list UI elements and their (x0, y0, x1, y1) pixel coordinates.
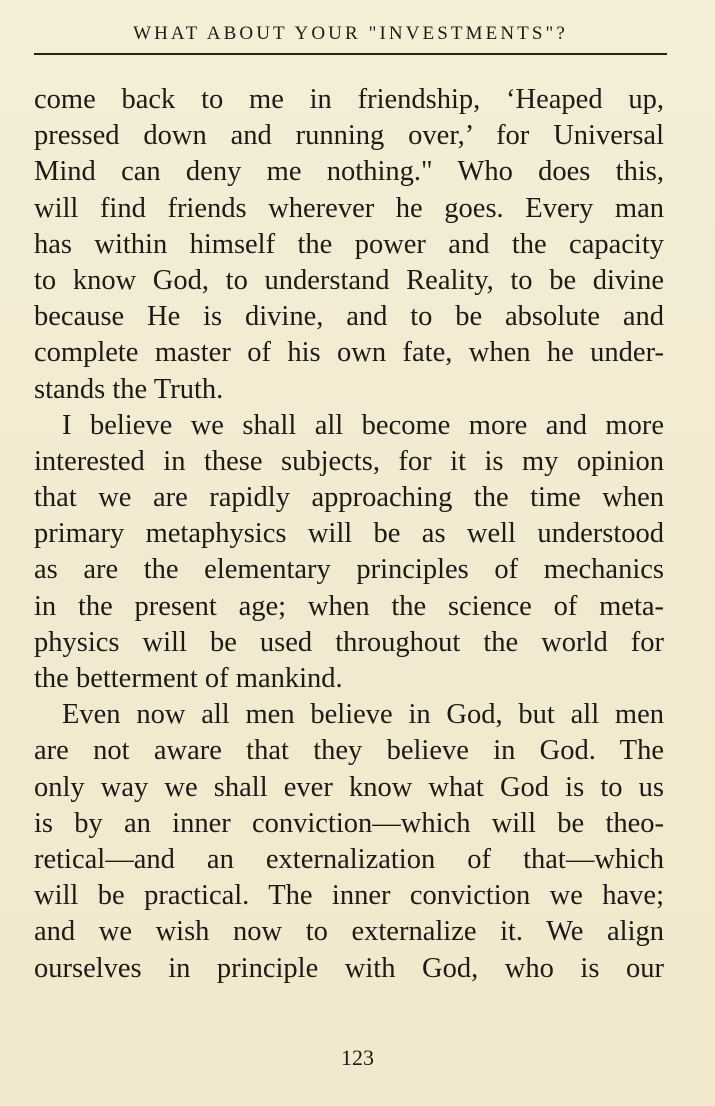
text-line: pressed down and running over,’ for Universal (34, 120, 664, 152)
header-rule (34, 53, 667, 55)
text-line: that we are rapidly approaching the time when (34, 482, 664, 514)
text-line: is by an inner conviction—which will be theo- (34, 807, 664, 839)
text-line: physics will be used throughout the world for (34, 626, 664, 658)
text-line: interested in these subjects, for it is my opinion (34, 445, 664, 477)
text-line: in the present age; when the science of meta- (34, 590, 664, 622)
paragraph-first-line: Even now all men believe in God, but all men (62, 699, 664, 731)
text-line: ourselves in principle with God, who is our (34, 952, 664, 984)
text-line: primary metaphysics will be as well understood (34, 518, 664, 550)
text-line: to know God, to understand Reality, to be divine (34, 264, 664, 296)
text-line: because He is divine, and to be absolute and (34, 301, 664, 333)
text-line: Mind can deny me nothing." Who does this, (34, 156, 664, 188)
text-line: will be practical. The inner conviction we have; (34, 880, 664, 912)
paragraph-last-line: stands the Truth. (34, 373, 224, 405)
text-line: has within himself the power and the capacity (34, 228, 664, 260)
text-line: and we wish now to externalize it. We align (34, 916, 664, 948)
running-head: WHAT ABOUT YOUR "INVESTMENTS"? (133, 23, 568, 44)
text-line: complete master of his own fate, when he under- (34, 337, 664, 369)
paragraph-last-line: the betterment of mankind. (34, 663, 343, 694)
text-line: as are the elementary principles of mechanics (34, 554, 664, 586)
page-number: 123 (341, 1045, 374, 1070)
text-line: retical—and an externalization of that—which (34, 843, 664, 875)
text-line: will find friends wherever he goes. Every man (34, 192, 664, 224)
text-line: come back to me in friendship, ‘Heaped up, (34, 84, 664, 115)
text-line: only way we shall ever know what God is to us (34, 771, 664, 803)
body-text (34, 82, 664, 987)
text-line: are not aware that they believe in God. The (34, 735, 664, 767)
paragraph-first-line: I believe we shall all become more and more (62, 409, 664, 441)
